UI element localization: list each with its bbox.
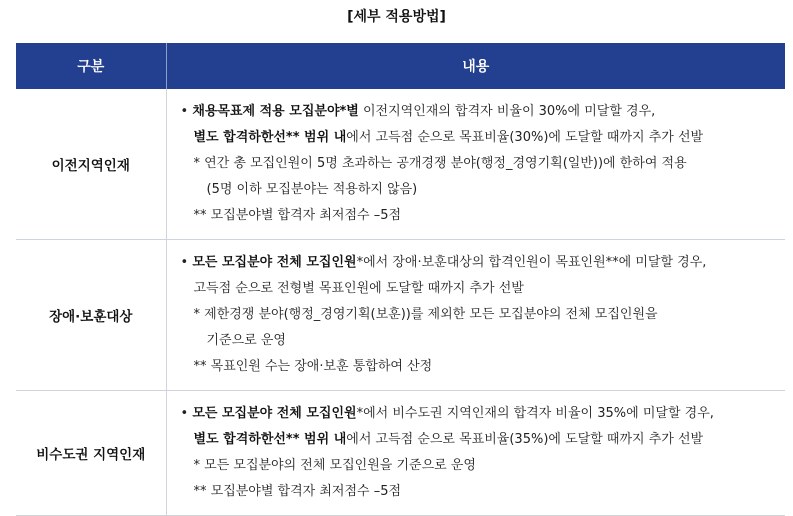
footnote: * 연간 총 모집인원이 5명 초과하는 공개경쟁 분야(행정_경영기획(일반))에 한하여 적용 (193, 156, 687, 171)
footnote: ** 목표인원 수는 장애·보훈 통합하여 산정 (193, 359, 433, 374)
body-text: *에서 장애·보훈대상의 합격인원이 목표인원**에 미달할 경우, (356, 255, 707, 270)
body-text: 에서 고득점 순으로 목표비율(35%)에 도달할 때까지 추가 선발 (346, 432, 704, 447)
footnote-continued: 기준으로 운영 (206, 333, 286, 348)
row-category: 이전지역인재 (16, 89, 166, 240)
footnote: * 제한경쟁 분야(행정_경영기획(보훈))를 제외한 모든 모집분야의 전체 모집인원을 (193, 307, 658, 322)
body-text: 이전지역인재의 합격자 비율이 30%에 미달할 경우, (358, 104, 656, 119)
section-title: [세부 적용방법] (347, 9, 446, 25)
table-row (16, 391, 785, 516)
bold-text: 모든 모집분야 전체 모집인원 (192, 255, 357, 270)
row-content (166, 240, 785, 391)
body-line (181, 125, 774, 151)
bullet-line: • 모든 모집분야 전체 모집인원*에서 장애·보훈대상의 합격인원이 목표인원**에 미달할 경우, (180, 255, 707, 270)
bullet-line: • 모든 모집분야 전체 모집인원*에서 비수도권 지역인재의 합격자 비율이 35%에 미달할 경우, (180, 406, 714, 421)
body-line: 고득점 순으로 전형별 목표인원에 도달할 때까지 추가 선발 (193, 281, 524, 296)
row-category: 비수도권 지역인재 (16, 391, 166, 516)
row-category: 장애·보훈대상 (16, 240, 166, 391)
row-content (166, 89, 785, 240)
footnote: * 모든 모집분야의 전체 모집인원을 기준으로 운영 (193, 458, 476, 473)
bold-text: 별도 합격하한선** 범위 내 (193, 432, 347, 447)
body-text: *에서 비수도권 지역인재의 합격자 비율이 35%에 미달할 경우, (356, 406, 714, 421)
table-row (16, 89, 785, 240)
footnote: ** 모집분야별 합격자 최저점수 –5점 (193, 484, 402, 499)
row-content (166, 391, 785, 516)
footnote-continued: (5명 이하 모집분야는 적용하지 않음) (206, 182, 418, 197)
header-content: 내용 (166, 43, 785, 89)
body-line (181, 427, 774, 453)
header-row (16, 43, 785, 89)
bold-text: 별도 합격하한선** 범위 내 (193, 130, 347, 145)
bullet-line: • 채용목표제 적용 모집분야*별 이전지역인재의 합격자 비율이 30%에 미달할 경우, (180, 104, 656, 119)
bold-text: 채용목표제 적용 모집분야*별 (192, 104, 359, 119)
footnote: ** 모집분야별 합격자 최저점수 –5점 (193, 208, 402, 223)
body-text: 에서 고득점 순으로 목표비율(30%)에 도달할 때까지 추가 선발 (346, 130, 704, 145)
header-category: 구분 (16, 43, 166, 89)
bold-text: 모든 모집분야 전체 모집인원 (192, 406, 357, 421)
table-row (16, 240, 785, 391)
rules-table (16, 43, 785, 516)
